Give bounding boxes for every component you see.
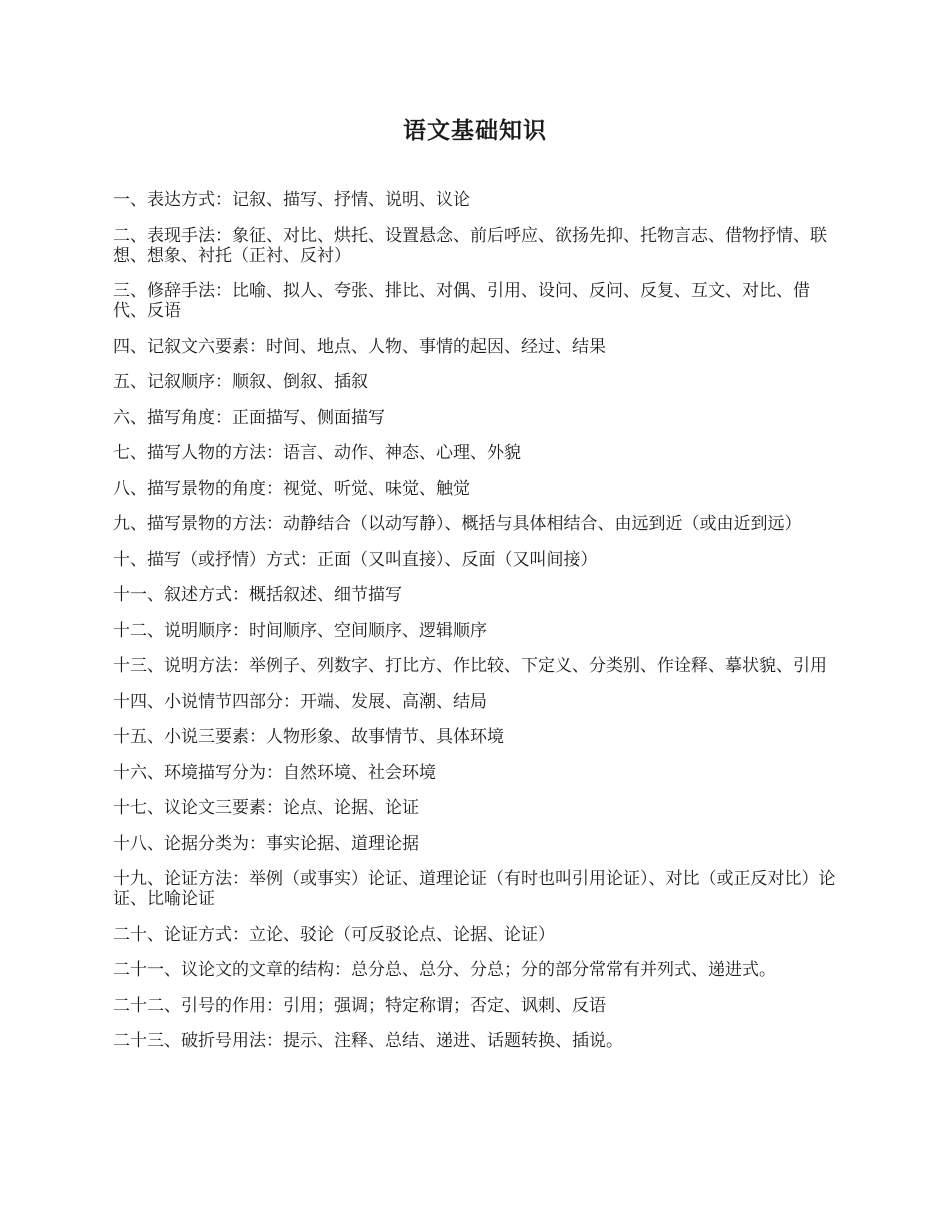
list-item: 十六、环境描写分为：自然环境、社会环境 (113, 762, 436, 783)
list-item: 六、描写角度：正面描写、侧面描写 (113, 407, 385, 428)
list-item: 四、记叙文六要素：时间、地点、人物、事情的起因、经过、结果 (113, 336, 606, 357)
list-item: 二、表现手法：象征、对比、烘托、设置悬念、前后呼应、欲扬先抑、托物言志、借物抒情、联想、想象、衬托（正衬、反衬） (113, 225, 827, 266)
list-item: 十、描写（或抒情）方式：正面（又叫直接）、反面（又叫间接） (113, 549, 598, 570)
list-item: 五、记叙顺序：顺叙、倒叙、插叙 (113, 372, 368, 392)
list-item: 七、描写人物的方法：语言、动作、神态、心理、外貌 (113, 443, 521, 463)
list-item: 二十、论证方式：立论、驳论（可反驳论点、论据、论证） (113, 924, 555, 945)
list-item: 十五、小说三要素：人物形象、故事情节、具体环境 (113, 727, 504, 747)
list-item: 十二、说明顺序：时间顺序、空间顺序、逻辑顺序 (113, 620, 487, 641)
knowledge-list (113, 190, 843, 1067)
list-item: 二十三、破折号用法：提示、注释、总结、递进、话题转换、插说。 (113, 1031, 623, 1051)
list-item: 一、表达方式：记叙、描写、抒情、说明、议论 (113, 190, 470, 210)
list-item: 十一、叙述方式：概括叙述、细节描写 (113, 585, 402, 605)
list-item: 三、修辞手法：比喻、拟人、夸张、排比、对偶、引用、设问、反问、反复、互文、对比、借代、反语 (113, 281, 810, 321)
list-item: 十三、说明方法：举例子、列数字、打比方、作比较、下定义、分类别、作诠释、摹状貌、引用 (113, 656, 827, 676)
list-item: 二十一、议论文的文章的结构：总分总、总分、分总；分的部分常常有并列式、递进式。 (113, 960, 776, 980)
list-item: 十七、议论文三要素：论点、论据、论证 (113, 798, 419, 818)
list-item: 十四、小说情节四部分：开端、发展、高潮、结局 (113, 691, 487, 712)
list-item: 八、描写景物的角度：视觉、听觉、味觉、触觉 (113, 478, 470, 499)
list-item: 九、描写景物的方法：动静结合（以动写静）、概括与具体相结合、由远到近（或由近到远） (113, 514, 802, 534)
list-item: 二十二、引号的作用：引用；强调；特定称谓；否定、讽刺、反语 (113, 995, 606, 1016)
list-item: 十八、论据分类为：事实论据、道理论据 (113, 833, 419, 854)
page-title: 语文基础知识 (403, 118, 547, 144)
list-item: 十九、论证方法：举例（或事实）论证、道理论证（有时也叫引用论证）、对比（或正反对比）论证、比喻论证 (113, 869, 836, 909)
